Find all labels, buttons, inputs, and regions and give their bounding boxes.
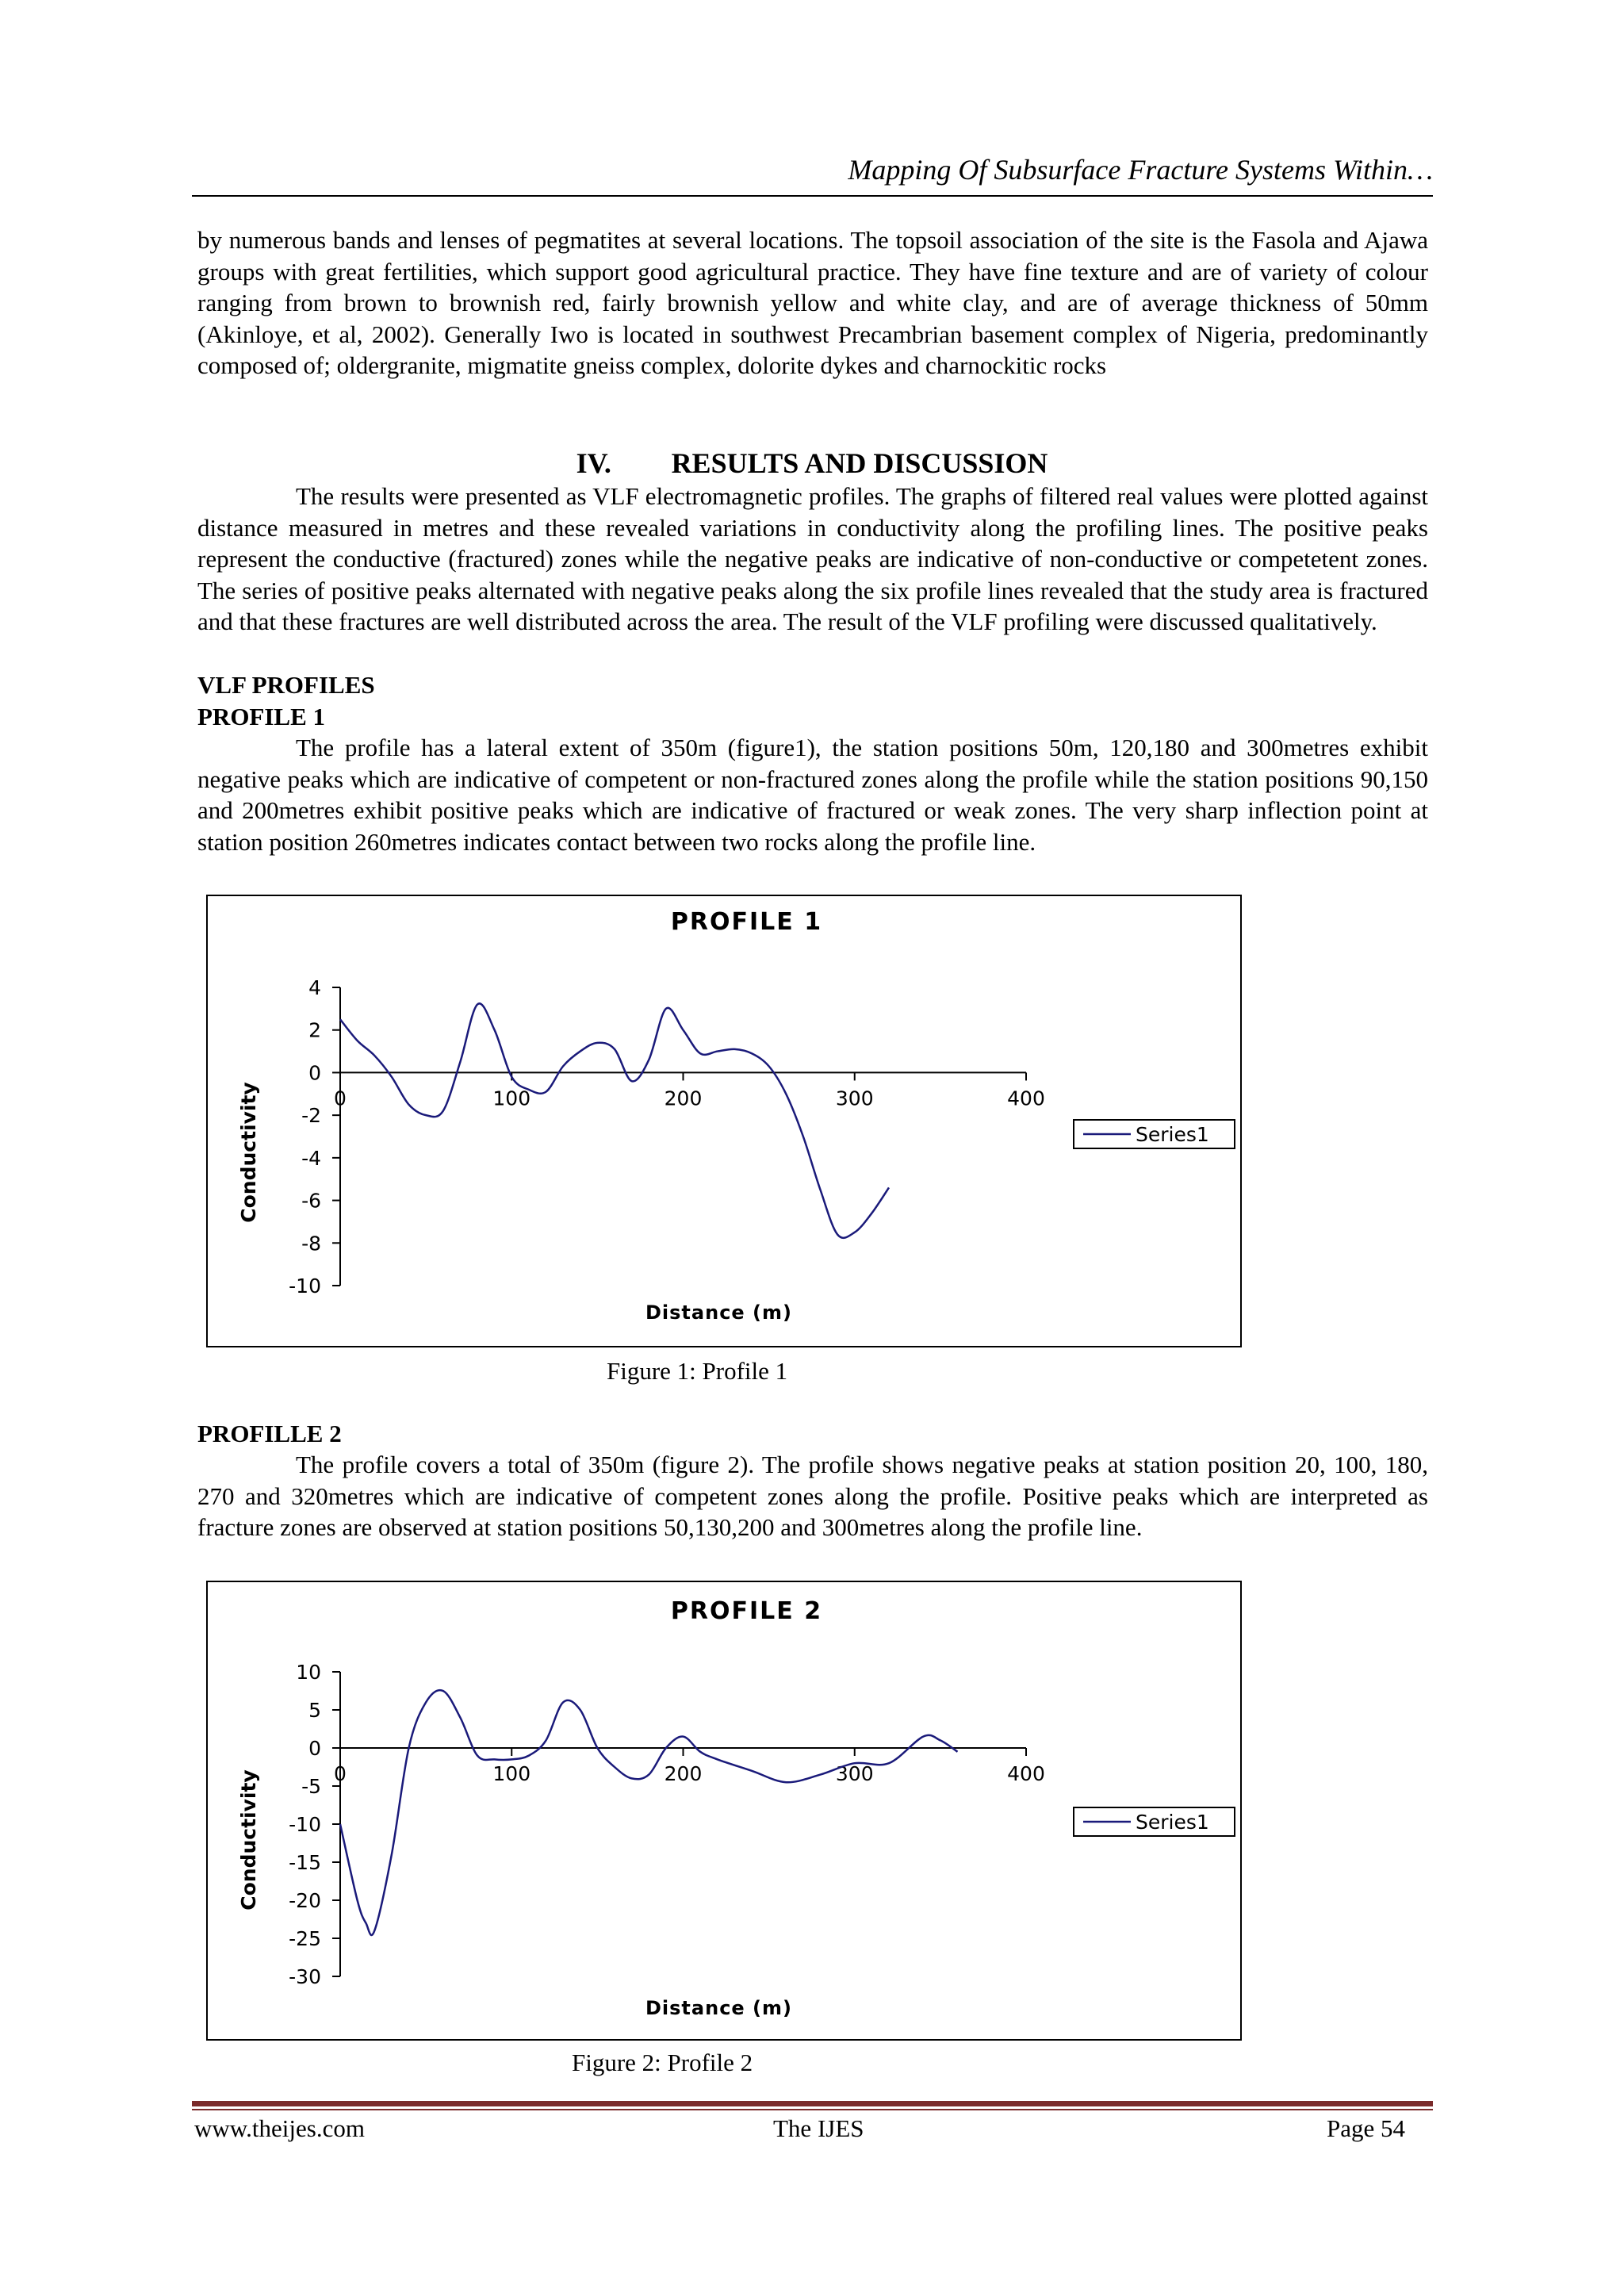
chart2-y-tick-label: -30: [289, 1965, 321, 1988]
chart2-y-tick-label: -10: [289, 1813, 321, 1836]
chart2-y-tick-label: -15: [289, 1851, 321, 1874]
chart1-legend-label: Series1: [1136, 1123, 1209, 1146]
intro-paragraph-text: by numerous bands and lenses of pegmatites at several locations. The topsoil association of the site is the Fasola and Ajawa groups with great fertilities, which support good agricultural practice. They have fine texture and are of variety of colour ranging from brown to brownish red, fairly brownish yellow and white clay, and are of average thickness of 50mm (Akinloye, et al, 2002). Generally Iwo is located in southwest Precambrian basement complex of Nigeria, predominantly composed of; oldergranite, migmatite gneiss complex, dolorite dykes and charnockitic rocks: [197, 226, 1428, 380]
section-number: IV.: [576, 447, 611, 479]
chart1-y-tick-label: -8: [301, 1232, 321, 1255]
chart1-title: PROFILE 1: [670, 908, 823, 936]
profile2-chart-svg: [208, 1582, 1240, 2039]
chart2-x-tick-label: 400: [1007, 1762, 1045, 1785]
footer-rule-thin: [192, 2109, 1433, 2110]
intro-paragraph: [197, 224, 1428, 381]
profile1-chart: [206, 895, 1242, 1347]
chart2-y-tick-label: 0: [308, 1737, 321, 1760]
chart1-y-tick-label: -2: [301, 1104, 321, 1128]
footer-journal: The IJES: [773, 2114, 864, 2142]
profile2-heading: PROFILLE 2: [197, 1420, 342, 1447]
results-paragraph-text: The results were presented as VLF electromagnetic profiles. The graphs of filtered real values were plotted against distance measured in metres and these revealed variations in conductivity along the profiling lines. The positive peaks represent the conductive (fractured) zones while the negative peaks are indicative of non-conductive or competetent zones. The series of positive peaks alternated with negative peaks along the six profile lines revealed that the study area is fractured and that these fractures are well distributed across the area. The result of the VLF profiling were discussed qualitatively.: [197, 482, 1428, 636]
chart2-y-tick-label: 10: [296, 1661, 321, 1684]
chart1-y-tick-label: -10: [289, 1274, 321, 1297]
section-title: RESULTS AND DISCUSSION: [671, 447, 1048, 479]
figure1-caption: Figure 1: Profile 1: [607, 1357, 788, 1385]
vlf-profiles-heading: VLF PROFILES: [197, 671, 375, 699]
chart2-x-tick-label: 0: [334, 1762, 347, 1785]
header-rule: [192, 195, 1433, 197]
chart1-y-tick-label: 0: [308, 1061, 321, 1085]
chart2-y-tick-label: -25: [289, 1927, 321, 1950]
chart1-x-tick-label: 100: [492, 1087, 531, 1110]
chart1-y-tick-label: 4: [308, 976, 321, 999]
profile2-paragraph-text: The profile covers a total of 350m (figure 2). The profile shows negative peaks at station position 20, 100, 180, 270 and 320metres which are indicative of competent zones along the profile. Positive peaks which are interpreted as fracture zones are observed at station positions 50,130,200 and 300metres along the profile line.: [197, 1451, 1428, 1542]
chart2-y-axis-label: Conductivity: [237, 1769, 260, 1911]
chart1-x-tick-label: 400: [1007, 1087, 1045, 1110]
chart1-y-axis-label: Conductivity: [237, 1082, 260, 1223]
chart1-y-tick-label: -4: [301, 1146, 321, 1170]
profile1-paragraph: [197, 732, 1428, 857]
section-heading: [0, 446, 1624, 481]
running-head: Mapping Of Subsurface Fracture Systems Within…: [848, 154, 1433, 186]
chart2-title: PROFILE 2: [670, 1597, 823, 1625]
chart1-x-tick-label: 300: [835, 1087, 874, 1110]
chart1-x-axis-label: Distance (m): [645, 1301, 792, 1324]
profile1-chart-svg: [208, 896, 1240, 1346]
chart1-y-tick-label: 2: [308, 1018, 321, 1042]
footer-rule-thick: [192, 2101, 1433, 2106]
chart1-y-tick-label: -6: [301, 1189, 321, 1213]
chart1-x-tick-label: 0: [334, 1087, 347, 1110]
results-paragraph: [197, 481, 1428, 638]
chart2-y-tick-label: -20: [289, 1889, 321, 1912]
profile1-paragraph-text: The profile has a lateral extent of 350m (figure1), the station positions 50m, 120,180 and 300metres exhibit negative peaks which are indicative of competent or non-fractured zones along the profile while the station positions 90,150 and 200metres exhibit positive peaks which are indicative of fractured or weak zones. The very sharp inflection point at station position 260metres indicates contact between two rocks along the profile line.: [197, 734, 1428, 856]
profile2-paragraph: [197, 1449, 1428, 1543]
chart1-x-tick-label: 200: [664, 1087, 703, 1110]
chart2-series-1-line: [340, 1690, 958, 1935]
profile2-chart: [206, 1581, 1242, 2041]
chart1-series-1-line: [340, 1003, 889, 1238]
chart2-x-tick-label: 300: [835, 1762, 874, 1785]
chart2-y-tick-label: -5: [301, 1775, 321, 1798]
footer-page-number: Page 54: [1327, 2114, 1406, 2142]
chart2-x-tick-label: 100: [492, 1762, 531, 1785]
chart2-legend-label: Series1: [1136, 1811, 1209, 1834]
chart2-x-axis-label: Distance (m): [645, 1997, 792, 2019]
figure2-caption: Figure 2: Profile 2: [572, 2049, 753, 2076]
footer-website: www.theijes.com: [194, 2114, 365, 2142]
chart2-x-tick-label: 200: [664, 1762, 703, 1785]
chart2-y-tick-label: 5: [308, 1699, 321, 1722]
profile1-heading: PROFILE 1: [197, 703, 326, 730]
